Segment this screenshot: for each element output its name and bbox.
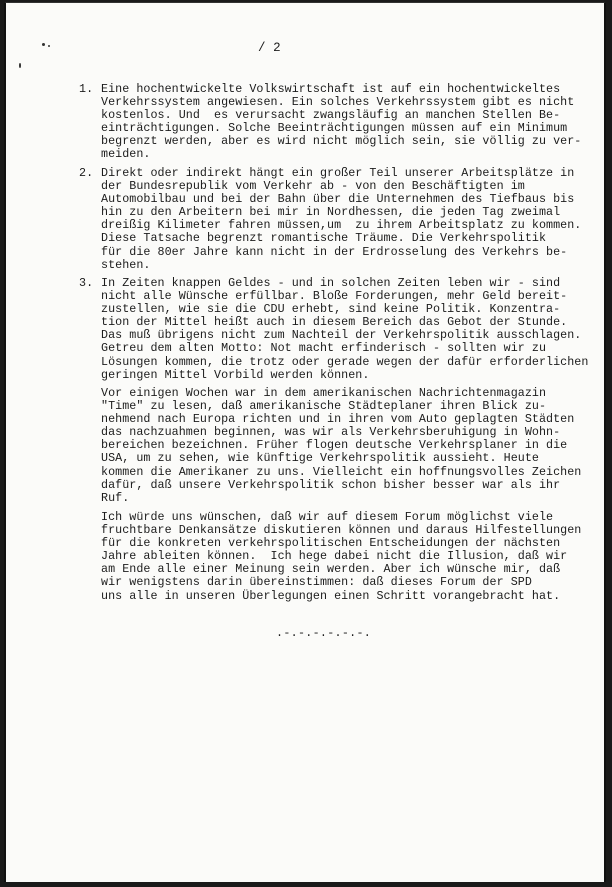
text-line: Verkehrssystem angewiesen. Ein solches Verkehrssystem gibt es nicht <box>101 95 575 110</box>
text-line: bereichen bezeichnen. Früher flogen deutsche Verkehrsplaner in die <box>101 438 568 453</box>
text-line: tion der Mittel heißt auch in diesem Bereich das Gebot der Stunde. <box>101 315 568 330</box>
text-line: Vor einigen Wochen war in dem amerikanischen Nachrichtenmagazin <box>101 386 547 400</box>
text-line: einträchtigungen. Solche Beeinträchtigungen müssen auf ein Minimum <box>101 121 568 136</box>
document-page <box>4 2 606 882</box>
page-number: / 2 <box>258 41 281 55</box>
text-line: wir wenigstens darin übereinstimmen: daß dieses Forum der SPD <box>101 575 532 590</box>
text-line: Getreu dem alten Motto: Not macht erfinderisch - sollten wir zu <box>101 341 547 356</box>
text-line: für die 80er Jahre kann nicht in der Erdrosselung des Verkehrs be- <box>101 244 568 259</box>
text-line: der Bundesrepublik vom Verkehr ab - von den Beschäftigten im <box>101 179 525 194</box>
text-line: dreißig Kilimeter fahren müssen,um zu ihrem Arbeitsplatz zu kommen. <box>101 218 582 233</box>
text-line: fruchtbare Denkansätze diskutieren können und daraus Hilfestellungen <box>101 523 582 538</box>
text-line: hin zu den Arbeitern bei mir in Nordhessen, die jeden Tag zweimal <box>101 205 561 220</box>
text-line: geringen Mittel Vorbild werden können. <box>101 367 370 382</box>
item-text <box>101 167 599 272</box>
item-text <box>101 83 599 162</box>
item-number: 2. <box>79 166 94 180</box>
text-line: In Zeiten knappen Geldes - und in solchen Zeiten leben wir - sind <box>101 276 561 290</box>
text-line: zustellen, wie sie die CDU erhebt, sind keine Politik. Konzentra- <box>101 302 561 317</box>
text-line: Lösungen kommen, die trotz oder gerade wegen der dafür erforderlichen <box>101 354 589 369</box>
text-line: dafür, daß unsere Verkehrspolitik schon bisher besser war als ihr <box>101 477 561 492</box>
text-line: begrenzt werden, aber es wird nicht möglich sein, sie völlig zu ver- <box>101 134 582 149</box>
numbered-item <box>79 167 599 272</box>
text-line: Diese Tatsache begrenzt romantische Träume. Die Verkehrspolitik <box>101 231 547 246</box>
body-paragraph <box>101 511 601 603</box>
scan-speck <box>19 63 21 68</box>
text-line: Automobilbau und bei der Bahn über die Unternehmen des Tiefbaus bis <box>101 192 575 207</box>
scan-speck <box>42 43 45 46</box>
text-line: Das muß übrigens nicht zum Nachteil der Verkehrspolitik ausschlagen. <box>101 328 582 343</box>
text-line: am Ende alle einer Meinung sein werden. Aber ich wünsche mir, daß <box>101 562 561 577</box>
text-line: "Time" zu lesen, daß amerikanische Städteplaner ihren Blick zu- <box>101 399 547 414</box>
text-line: nicht alle Wünsche erfüllbar. Bloße Forderungen, mehr Geld bereit- <box>101 289 568 304</box>
text-line: meiden. <box>101 147 151 162</box>
text-line: Jahre ableiten können. Ich hege dabei nicht die Illusion, daß wir <box>101 549 568 564</box>
text-line: Ruf. <box>101 490 130 505</box>
body-paragraph <box>101 387 601 505</box>
text-line: Eine hochentwickelte Volkswirtschaft ist auf ein hochentwickeltes <box>101 82 561 96</box>
numbered-item <box>79 83 599 162</box>
text-line: das nachzuahmen beginnen, was wir als Verkehrsberuhigung in Wohn- <box>101 425 561 440</box>
item-number: 1. <box>79 82 94 96</box>
item-text <box>101 277 599 382</box>
text-line: für die konkreten verkehrspolitischen Entscheidungen der nächsten <box>101 536 561 551</box>
item-number: 3. <box>79 276 94 290</box>
text-line: stehen. <box>101 257 151 272</box>
text-line: Direkt oder indirekt hängt ein großer Teil unserer Arbeitsplätze in <box>101 166 575 180</box>
text-line: USA, um zu sehen, wie künftige Verkehrspolitik aussieht. Heute <box>101 451 539 466</box>
text-line: uns alle in unseren Überlegungen einen Schritt vorangebracht hat. <box>101 588 561 603</box>
text-line: kostenlos. Und es verursacht zwangsläufig an manchen Stellen Be- <box>101 108 561 123</box>
text-line: kommen die Amerikaner zu uns. Vielleicht ein hoffnungsvolles Zeichen <box>101 464 582 479</box>
text-line: Ich würde uns wünschen, daß wir auf diesem Forum möglichst viele <box>101 510 554 524</box>
scan-speck <box>48 45 50 47</box>
numbered-item <box>79 277 599 382</box>
section-separator: .-.-.-.-.-.-. <box>276 626 372 640</box>
text-line: nehmend nach Europa richten und in ihren vom Auto geplagten Städten <box>101 412 575 427</box>
